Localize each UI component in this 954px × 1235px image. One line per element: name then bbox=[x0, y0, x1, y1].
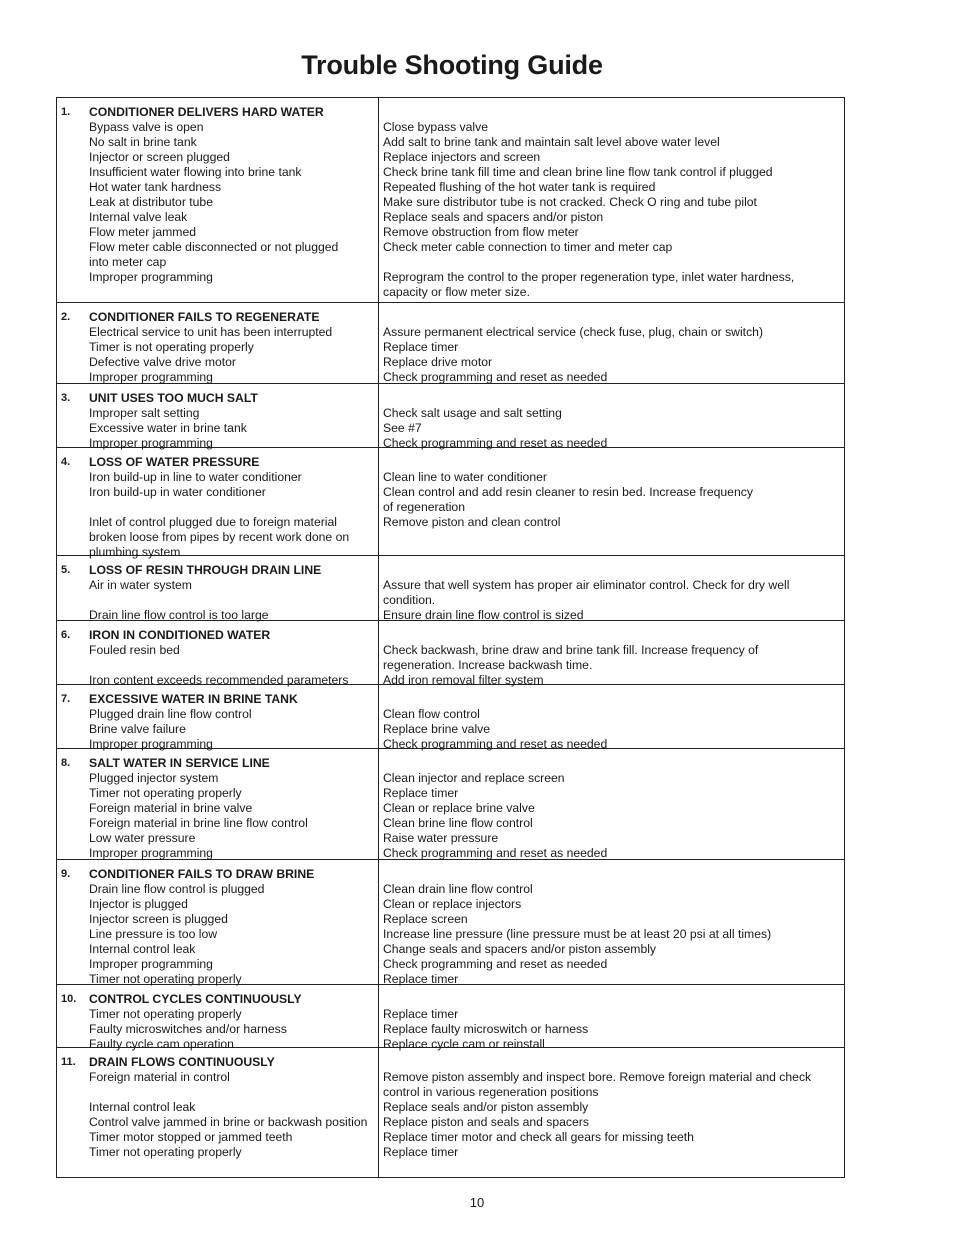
solution-text: Check programming and reset as needed bbox=[383, 436, 608, 450]
cause-text: Injector screen is plugged bbox=[89, 912, 228, 926]
problem-heading: CONTROL CYCLES CONTINUOUSLY bbox=[89, 992, 302, 1006]
solution-text: Reprogram the control to the proper regeneration type, inlet water hardness, bbox=[383, 270, 795, 284]
cause-text: Injector or screen plugged bbox=[89, 150, 230, 164]
cause-solution-row bbox=[57, 406, 844, 421]
solution-text: Replace seals and spacers and/or piston bbox=[383, 210, 604, 224]
section-number: 1. bbox=[61, 106, 71, 118]
cause-text: Drain line flow control is too large bbox=[89, 608, 269, 622]
cause-solution-row bbox=[57, 957, 844, 972]
cause-solution-row bbox=[57, 658, 844, 673]
cause-solution-row bbox=[57, 195, 844, 210]
cause-solution-row bbox=[57, 120, 844, 135]
cause-text: Brine valve failure bbox=[89, 722, 186, 736]
solution-text: Replace timer bbox=[383, 1145, 459, 1159]
solution-text: Replace cycle cam or reinstall bbox=[383, 1037, 545, 1051]
cause-solution-row bbox=[57, 135, 844, 150]
problem-heading: UNIT USES TOO MUCH SALT bbox=[89, 391, 258, 405]
cause-text: Insufficient water flowing into brine tank bbox=[89, 165, 302, 179]
solution-text: control in various regeneration positions bbox=[383, 1085, 599, 1099]
section-header-line bbox=[57, 756, 844, 771]
cause-text: Timer not operating properly bbox=[89, 786, 242, 800]
cause-text: Inlet of control plugged due to foreign material bbox=[89, 515, 337, 529]
cause-solution-row bbox=[57, 370, 844, 385]
cause-solution-row bbox=[57, 643, 844, 658]
cause-solution-row bbox=[57, 707, 844, 722]
trouble-section bbox=[57, 685, 844, 749]
solution-text: Assure permanent electrical service (check fuse, plug, chain or switch) bbox=[383, 325, 764, 339]
cause-solution-row bbox=[57, 285, 844, 300]
section-number: 3. bbox=[61, 392, 71, 404]
cause-text: plumbing system bbox=[89, 545, 181, 559]
cause-text: Improper programming bbox=[89, 846, 213, 860]
cause-text: Iron build-up in line to water conditioner bbox=[89, 470, 302, 484]
cause-text: Low water pressure bbox=[89, 831, 196, 845]
cause-text: Plugged drain line flow control bbox=[89, 707, 252, 721]
solution-text: Clean line to water conditioner bbox=[383, 470, 547, 484]
trouble-section bbox=[57, 985, 844, 1051]
cause-text: Defective valve drive motor bbox=[89, 355, 236, 369]
trouble-section bbox=[57, 860, 844, 985]
solution-text: Check salt usage and salt setting bbox=[383, 406, 562, 420]
solution-text: Clean or replace brine valve bbox=[383, 801, 535, 815]
cause-text: Line pressure is too low bbox=[89, 927, 218, 941]
solution-text: Replace timer bbox=[383, 972, 459, 986]
solution-text: Check programming and reset as needed bbox=[383, 846, 608, 860]
cause-solution-row bbox=[57, 1115, 844, 1130]
cause-solution-row bbox=[57, 240, 844, 255]
solution-text: Replace timer bbox=[383, 1007, 459, 1021]
section-number: 11. bbox=[61, 1056, 76, 1068]
problem-heading: EXCESSIVE WATER IN BRINE TANK bbox=[89, 692, 298, 706]
section-number: 8. bbox=[61, 757, 71, 769]
cause-text: Faulty microswitches and/or harness bbox=[89, 1022, 287, 1036]
solution-text: Replace drive motor bbox=[383, 355, 493, 369]
cause-solution-row bbox=[57, 1007, 844, 1022]
cause-solution-row bbox=[57, 831, 844, 846]
cause-text: Internal control leak bbox=[89, 942, 196, 956]
solution-text: Replace timer motor and check all gears for missing teeth bbox=[383, 1130, 694, 1144]
section-number: 6. bbox=[61, 629, 71, 641]
page-title: Trouble Shooting Guide bbox=[301, 50, 603, 80]
cause-solution-row bbox=[57, 325, 844, 340]
cause-solution-row bbox=[57, 255, 844, 270]
problem-heading: DRAIN FLOWS CONTINUOUSLY bbox=[89, 1055, 275, 1069]
section-header-line bbox=[57, 867, 844, 882]
solution-text: Clean flow control bbox=[383, 707, 480, 721]
solution-text: Clean or replace injectors bbox=[383, 897, 522, 911]
cause-text: Faulty cycle cam operation bbox=[89, 1037, 234, 1051]
cause-solution-row bbox=[57, 927, 844, 942]
cause-solution-row bbox=[57, 578, 844, 593]
cause-text: Internal control leak bbox=[89, 1100, 196, 1114]
section-number: 5. bbox=[61, 564, 71, 576]
section-header-line bbox=[57, 455, 844, 470]
solution-text: Ensure drain line flow control is sized bbox=[383, 608, 584, 622]
cause-text: Improper programming bbox=[89, 957, 213, 971]
cause-solution-row bbox=[57, 1130, 844, 1145]
solution-text: capacity or flow meter size. bbox=[383, 285, 530, 299]
cause-solution-row bbox=[57, 180, 844, 195]
cause-solution-row bbox=[57, 593, 844, 608]
solution-text: condition. bbox=[383, 593, 436, 607]
section-header-line bbox=[57, 563, 844, 578]
cause-solution-row bbox=[57, 912, 844, 927]
solution-text: Check programming and reset as needed bbox=[383, 957, 608, 971]
solution-text: Replace seals and/or piston assembly bbox=[383, 1100, 589, 1114]
problem-heading: IRON IN CONDITIONED WATER bbox=[89, 628, 271, 642]
solution-text: Remove piston and clean control bbox=[383, 515, 561, 529]
solution-text: Replace faulty microswitch or harness bbox=[383, 1022, 589, 1036]
cause-solution-row bbox=[57, 355, 844, 370]
cause-solution-row bbox=[57, 882, 844, 897]
cause-text: Timer not operating properly bbox=[89, 1145, 242, 1159]
section-header-line bbox=[57, 992, 844, 1007]
cause-solution-row bbox=[57, 470, 844, 485]
cause-solution-row bbox=[57, 150, 844, 165]
solution-text: See #7 bbox=[383, 421, 422, 435]
solution-text: Check programming and reset as needed bbox=[383, 370, 608, 384]
solution-text: Increase line pressure (line pressure must be at least 20 psi at all times) bbox=[383, 927, 772, 941]
cause-text: into meter cap bbox=[89, 255, 167, 269]
trouble-section bbox=[57, 621, 844, 685]
cause-text: Iron content exceeds recommended parameters bbox=[89, 673, 349, 687]
cause-text: Bypass valve is open bbox=[89, 120, 204, 134]
sections-container bbox=[57, 98, 844, 1178]
cause-solution-row bbox=[57, 530, 844, 545]
cause-text: Hot water tank hardness bbox=[89, 180, 222, 194]
cause-text: Timer not operating properly bbox=[89, 972, 242, 986]
solution-text: Check meter cable connection to timer and meter cap bbox=[383, 240, 673, 254]
cause-text: Timer not operating properly bbox=[89, 1007, 242, 1021]
cause-text: Drain line flow control is plugged bbox=[89, 882, 265, 896]
trouble-section bbox=[57, 749, 844, 860]
cause-text: Control valve jammed in brine or backwash position bbox=[89, 1115, 368, 1129]
problem-heading: SALT WATER IN SERVICE LINE bbox=[89, 756, 270, 770]
cause-text: broken loose from pipes by recent work done on bbox=[89, 530, 350, 544]
solution-text: Clean injector and replace screen bbox=[383, 771, 565, 785]
trouble-section bbox=[57, 98, 844, 303]
section-header-line bbox=[57, 1055, 844, 1070]
cause-text: Injector is plugged bbox=[89, 897, 188, 911]
section-header-line bbox=[57, 105, 844, 120]
cause-solution-row bbox=[57, 771, 844, 786]
solution-text: of regeneration bbox=[383, 500, 465, 514]
solution-text: Close bypass valve bbox=[383, 120, 488, 134]
cause-text: Iron build-up in water conditioner bbox=[89, 485, 266, 499]
solution-text: Add iron removal filter system bbox=[383, 673, 544, 687]
cause-solution-row bbox=[57, 786, 844, 801]
cause-solution-row bbox=[57, 1070, 844, 1085]
problem-heading: LOSS OF RESIN THROUGH DRAIN LINE bbox=[89, 563, 322, 577]
section-number: 7. bbox=[61, 693, 71, 705]
trouble-section bbox=[57, 1048, 844, 1178]
solution-text: Clean drain line flow control bbox=[383, 882, 533, 896]
section-number: 9. bbox=[61, 868, 71, 880]
section-header-line bbox=[57, 391, 844, 406]
cause-text: Improper programming bbox=[89, 737, 213, 751]
cause-text: Improper salt setting bbox=[89, 406, 200, 420]
cause-solution-row bbox=[57, 846, 844, 861]
page-number: 10 bbox=[469, 1195, 485, 1210]
cause-solution-row bbox=[57, 270, 844, 285]
cause-text: Air in water system bbox=[89, 578, 192, 592]
cause-solution-row bbox=[57, 897, 844, 912]
solution-text: Replace screen bbox=[383, 912, 468, 926]
cause-text: Improper programming bbox=[89, 370, 213, 384]
solution-text: Check brine tank fill time and clean brine line flow tank control if plugged bbox=[383, 165, 773, 179]
trouble-section bbox=[57, 384, 844, 448]
cause-solution-row bbox=[57, 801, 844, 816]
cause-text: Internal valve leak bbox=[89, 210, 188, 224]
trouble-section bbox=[57, 448, 844, 559]
cause-solution-row bbox=[57, 500, 844, 515]
section-number: 4. bbox=[61, 456, 71, 468]
solution-text: Clean brine line flow control bbox=[383, 816, 533, 830]
solution-text: Make sure distributor tube is not cracked. Check O ring and tube pilot bbox=[383, 195, 757, 209]
cause-text: Timer motor stopped or jammed teeth bbox=[89, 1130, 293, 1144]
cause-text: Leak at distributor tube bbox=[89, 195, 213, 209]
solution-text: Add salt to brine tank and maintain salt level above water level bbox=[383, 135, 720, 149]
solution-text: Replace injectors and screen bbox=[383, 150, 541, 164]
cause-solution-row bbox=[57, 340, 844, 355]
cause-text: Timer is not operating properly bbox=[89, 340, 254, 354]
trouble-section bbox=[57, 556, 844, 621]
cause-text: Foreign material in control bbox=[89, 1070, 230, 1084]
solution-text: regeneration. Increase backwash time. bbox=[383, 658, 593, 672]
solution-text: Clean control and add resin cleaner to resin bed. Increase frequency bbox=[383, 485, 753, 499]
solution-text: Assure that well system has proper air eliminator control. Check for dry well bbox=[383, 578, 790, 592]
problem-heading: CONDITIONER FAILS TO DRAW BRINE bbox=[89, 867, 315, 881]
solution-text: Change seals and spacers and/or piston assembly bbox=[383, 942, 657, 956]
cause-text: No salt in brine tank bbox=[89, 135, 197, 149]
cause-text: Improper programming bbox=[89, 270, 213, 284]
solution-text: Check backwash, brine draw and brine tank fill. Increase frequency of bbox=[383, 643, 759, 657]
section-header-line bbox=[57, 692, 844, 707]
solution-text: Replace timer bbox=[383, 786, 459, 800]
solution-text: Replace timer bbox=[383, 340, 459, 354]
section-number: 2. bbox=[61, 311, 71, 323]
cause-solution-row bbox=[57, 485, 844, 500]
cause-solution-row bbox=[57, 1022, 844, 1037]
troubleshooting-table bbox=[56, 97, 845, 1178]
solution-text: Remove piston assembly and inspect bore. Remove foreign material and check bbox=[383, 1070, 812, 1084]
problem-heading: CONDITIONER FAILS TO REGENERATE bbox=[89, 310, 320, 324]
cause-solution-row bbox=[57, 165, 844, 180]
cause-text: Electrical service to unit has been interrupted bbox=[89, 325, 333, 339]
cause-solution-row bbox=[57, 942, 844, 957]
cause-text: Foreign material in brine line flow control bbox=[89, 816, 308, 830]
solution-text: Raise water pressure bbox=[383, 831, 499, 845]
cause-solution-row bbox=[57, 210, 844, 225]
cause-solution-row bbox=[57, 722, 844, 737]
solution-text: Replace brine valve bbox=[383, 722, 491, 736]
solution-text: Replace piston and seals and spacers bbox=[383, 1115, 589, 1129]
cause-text: Excessive water in brine tank bbox=[89, 421, 247, 435]
problem-heading: LOSS OF WATER PRESSURE bbox=[89, 455, 260, 469]
section-number: 10. bbox=[61, 993, 77, 1005]
section-header-line bbox=[57, 310, 844, 325]
cause-solution-row bbox=[57, 1145, 844, 1160]
cause-solution-row bbox=[57, 421, 844, 436]
problem-heading: CONDITIONER DELIVERS HARD WATER bbox=[89, 105, 324, 119]
cause-text: Foreign material in brine valve bbox=[89, 801, 253, 815]
cause-text: Flow meter jammed bbox=[89, 225, 197, 239]
cause-solution-row bbox=[57, 1100, 844, 1115]
solution-text: Repeated flushing of the hot water tank is required bbox=[383, 180, 656, 194]
cause-solution-row bbox=[57, 1085, 844, 1100]
cause-solution-row bbox=[57, 225, 844, 240]
solution-text: Check programming and reset as needed bbox=[383, 737, 608, 751]
cause-text: Plugged injector system bbox=[89, 771, 219, 785]
cause-text: Improper programming bbox=[89, 436, 213, 450]
section-header-line bbox=[57, 628, 844, 643]
cause-text: Fouled resin bed bbox=[89, 643, 180, 657]
cause-text: Flow meter cable disconnected or not plugged bbox=[89, 240, 339, 254]
trouble-section bbox=[57, 303, 844, 384]
cause-solution-row bbox=[57, 816, 844, 831]
cause-solution-row bbox=[57, 515, 844, 530]
solution-text: Remove obstruction from flow meter bbox=[383, 225, 579, 239]
